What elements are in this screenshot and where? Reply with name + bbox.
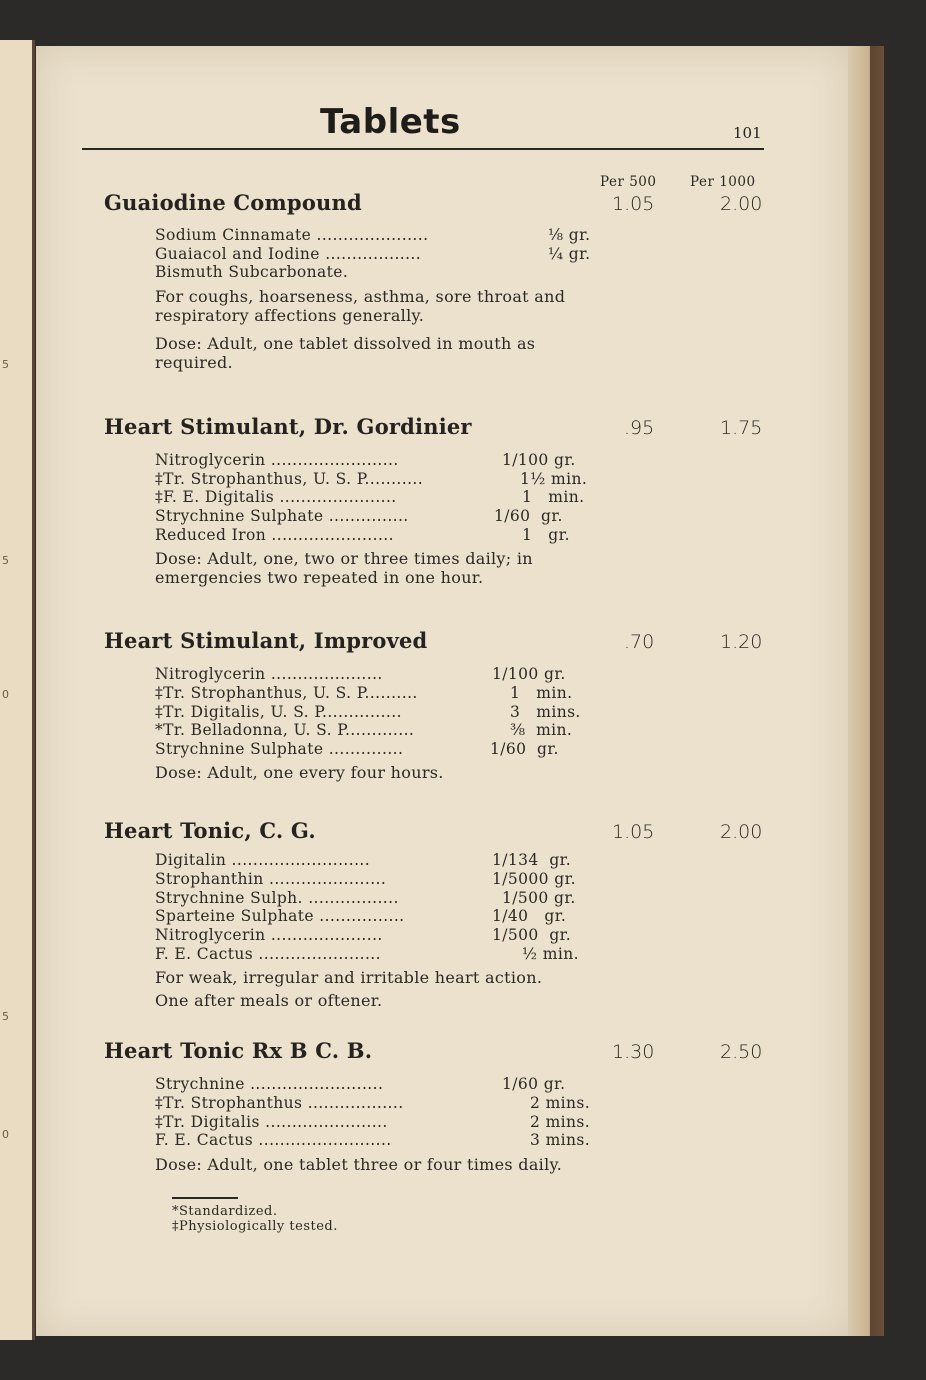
ingredient-amount: ½ min.	[522, 945, 579, 963]
entry-title: Guaiodine Compound	[104, 190, 362, 215]
ingredient-amount: 1/100 gr.	[492, 665, 566, 683]
ingredient-amount: 2 mins.	[530, 1094, 591, 1112]
ingredient-amount: ⅜ min.	[510, 721, 573, 739]
dose-note: Dose: Adult, one, two or three times daily; in emergencies two repeated in one hour.	[155, 549, 533, 587]
price-per-500: .70	[624, 631, 655, 653]
ingredient-amount: 1/134 gr.	[492, 851, 572, 869]
dose-note: Dose: Adult, one tablet dissolved in mouth as required.	[155, 334, 536, 372]
entry-note: For coughs, hoarseness, asthma, sore throat and respiratory affections generally.	[155, 287, 566, 325]
footnote-rule	[172, 1197, 238, 1199]
entry-title: Heart Stimulant, Dr. Gordinier	[104, 414, 472, 439]
column-head-per-1000: Per 1000	[690, 174, 756, 190]
ingredient-amount: 3 mins.	[530, 1131, 591, 1149]
ingredient-name: ‡Tr. Digitalis, U. S. P...............	[155, 703, 402, 721]
ingredient-name: Sodium Cinnamate .....................	[155, 226, 429, 244]
ingredient-name: Digitalin ..........................	[155, 851, 371, 869]
ingredient-name: ‡Tr. Strophanthus, U. S. P...........	[155, 470, 424, 488]
ingredient-amount: 3 mins.	[510, 703, 581, 721]
ingredient-amount: 1/500 gr.	[492, 926, 572, 944]
entry-title: Heart Tonic Rx B C. B.	[104, 1038, 373, 1063]
ingredient-name: Strychnine Sulphate ..............	[155, 740, 404, 758]
ingredient-amount: 1/100 gr.	[502, 451, 576, 469]
ingredient-amount: 1/60 gr.	[490, 740, 559, 758]
ingredient-name: Strophanthin ......................	[155, 870, 387, 888]
price-per-500: 1.05	[612, 821, 655, 843]
price-per-1000: 2.50	[720, 1041, 763, 1063]
margin-mark: 0	[2, 688, 9, 701]
ingredient-amount: 1½ min.	[520, 470, 588, 488]
ingredient-name: Nitroglycerin .....................	[155, 665, 383, 683]
ingredient-amount: 1 min.	[522, 488, 585, 506]
footnote: *Standardized.	[172, 1204, 278, 1219]
margin-mark: 5	[2, 358, 9, 371]
ingredient-name: F. E. Cactus .........................	[155, 1131, 392, 1149]
price-per-1000: 2.00	[720, 193, 763, 215]
ingredient-amount: ⅛ gr.	[548, 226, 591, 244]
margin-mark: 5	[2, 554, 9, 567]
entry-title: Heart Tonic, C. G.	[104, 818, 316, 843]
ingredient-amount: ¼ gr.	[548, 245, 591, 263]
adjacent-page-edge	[0, 40, 35, 1340]
ingredient-name: Guaiacol and Iodine ..................	[155, 245, 422, 263]
ingredient-name: Bismuth Subcarbonate.	[155, 263, 349, 281]
dose-note: Dose: Adult, one tablet three or four times daily.	[155, 1155, 563, 1174]
ingredient-name: ‡Tr. Strophanthus ..................	[155, 1094, 404, 1112]
price-per-500: 1.30	[612, 1041, 655, 1063]
ingredient-amount: 1/60 gr.	[494, 507, 563, 525]
margin-mark: 0	[2, 1128, 9, 1141]
ingredient-name: ‡Tr. Digitalis .......................	[155, 1113, 388, 1131]
title-rule	[82, 148, 764, 150]
price-per-1000: 1.20	[720, 631, 763, 653]
ingredient-amount: 1 min.	[510, 684, 573, 702]
ingredient-name: Strychnine Sulphate ...............	[155, 507, 409, 525]
ingredient-amount: 2 mins.	[530, 1113, 591, 1131]
price-per-500: 1.05	[612, 193, 655, 215]
ingredient-name: Nitroglycerin .....................	[155, 926, 383, 944]
ingredient-name: Sparteine Sulphate ................	[155, 907, 405, 925]
price-per-500: .95	[624, 417, 655, 439]
ingredient-amount: 1 gr.	[522, 526, 570, 544]
margin-mark: 5	[2, 1010, 9, 1023]
ingredient-name: ‡Tr. Strophanthus, U. S. P..........	[155, 684, 418, 702]
ingredient-name: *Tr. Belladonna, U. S. P.............	[155, 721, 415, 739]
ingredient-name: F. E. Cactus .......................	[155, 945, 381, 963]
ingredient-amount: 1/60 gr.	[502, 1075, 566, 1093]
entry-note: One after meals or oftener.	[155, 991, 383, 1010]
ingredient-name: Reduced Iron .......................	[155, 526, 394, 544]
ingredient-name: Nitroglycerin ........................	[155, 451, 399, 469]
ingredient-name: ‡F. E. Digitalis ......................	[155, 488, 397, 506]
ingredient-amount: 1/40 gr.	[492, 907, 567, 925]
footnote: ‡Physiologically tested.	[172, 1219, 338, 1234]
page-number: 101	[733, 124, 762, 142]
price-per-1000: 1.75	[720, 417, 763, 439]
ingredient-amount: 1/500 gr.	[502, 889, 576, 907]
column-head-per-500: Per 500	[600, 174, 657, 190]
entry-title: Heart Stimulant, Improved	[104, 628, 428, 653]
price-per-1000: 2.00	[720, 821, 763, 843]
ingredient-amount: 1/5000 gr.	[492, 870, 577, 888]
dose-note: Dose: Adult, one every four hours.	[155, 763, 444, 782]
ingredient-name: Strychnine .........................	[155, 1075, 384, 1093]
entry-note: For weak, irregular and irritable heart action.	[155, 968, 543, 987]
ingredient-name: Strychnine Sulph. .................	[155, 889, 399, 907]
book-page-edge	[848, 46, 884, 1336]
page-title: Tablets	[320, 102, 461, 142]
